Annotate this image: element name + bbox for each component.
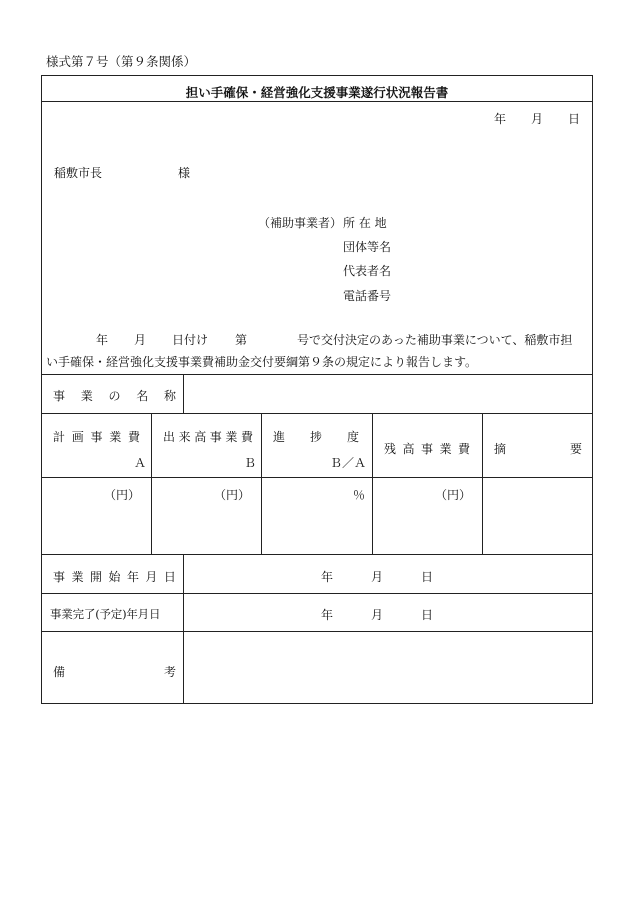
body-line2: い手確保・経営強化支援事業費補助金交付要綱第９条の規定により報告します。 bbox=[46, 355, 478, 369]
applicant-address: 所 在 地 bbox=[343, 216, 387, 230]
col5-label: 摘 要 bbox=[494, 442, 582, 456]
start-date-year: 年 bbox=[321, 570, 334, 584]
start-date-divider bbox=[41, 593, 593, 594]
end-date-month: 月 bbox=[371, 608, 384, 622]
frame-top bbox=[41, 75, 593, 76]
col3-sub: Ｂ／Ａ bbox=[329, 456, 366, 470]
document-title: 担い手確保・経営強化支援事業遂行状況報告書 bbox=[185, 85, 449, 100]
col4-unit: （円） bbox=[434, 488, 471, 502]
frame-bottom bbox=[41, 703, 593, 704]
remarks-label: 備 考 bbox=[53, 665, 176, 679]
addressee-honorific: 様 bbox=[178, 166, 191, 180]
applicant-phone: 電話番号 bbox=[343, 289, 392, 303]
end-date-day: 日 bbox=[421, 608, 434, 622]
col1-label: 計 画 事 業 費 bbox=[53, 430, 140, 444]
applicant-group: 団体等名 bbox=[343, 240, 392, 254]
project-name-label: 事 業 の 名 称 bbox=[53, 389, 176, 403]
table-top-line bbox=[41, 413, 593, 414]
addressee-name: 稲敷市長 bbox=[54, 166, 103, 180]
col2-label: 出 来 高 事 業 費 bbox=[163, 430, 253, 444]
col1-unit: （円） bbox=[103, 488, 140, 502]
col2-unit: （円） bbox=[213, 488, 250, 502]
end-date-divider bbox=[41, 631, 593, 632]
body-line1-rest: 号で交付決定のあった補助事業について、稲敷市担 bbox=[297, 333, 573, 347]
col-divider-1 bbox=[151, 413, 152, 555]
frame-right bbox=[592, 75, 593, 704]
frame-left bbox=[41, 75, 42, 704]
form-number: 様式第７号（第９条関係） bbox=[46, 54, 197, 69]
col3-unit: ％ bbox=[352, 488, 365, 502]
col1-sub: Ａ bbox=[133, 456, 146, 470]
start-date-month: 月 bbox=[371, 570, 384, 584]
start-date-label: 事 業 開 始 年 月 日 bbox=[53, 570, 176, 584]
col4-label: 残 高 事 業 費 bbox=[384, 442, 470, 456]
body-dai: 第 bbox=[235, 333, 248, 347]
title-divider bbox=[41, 101, 593, 102]
body-day: 日付け bbox=[172, 333, 209, 347]
col-divider-4 bbox=[482, 413, 483, 555]
body-month: 月 bbox=[134, 333, 147, 347]
applicant-label: （補助事業者） bbox=[258, 216, 343, 230]
start-date-day: 日 bbox=[421, 570, 434, 584]
body-year: 年 bbox=[96, 333, 109, 347]
body-divider bbox=[41, 374, 593, 375]
end-date-year: 年 bbox=[321, 608, 334, 622]
end-date-label: 事業完了(予定)年月日 bbox=[50, 607, 161, 621]
date-day: 日 bbox=[568, 112, 581, 126]
col2-sub: Ｂ bbox=[243, 456, 256, 470]
project-name-col-divider bbox=[183, 374, 184, 413]
date-year: 年 bbox=[494, 112, 507, 126]
col-divider-2 bbox=[261, 413, 262, 555]
applicant-representative: 代表者名 bbox=[343, 264, 392, 278]
date-month: 月 bbox=[531, 112, 544, 126]
table-bottom-line bbox=[41, 554, 593, 555]
col3-label: 進 捗 度 bbox=[273, 430, 359, 444]
dates-col-divider bbox=[183, 554, 184, 704]
col-divider-3 bbox=[372, 413, 373, 555]
table-header-divider bbox=[41, 477, 593, 478]
